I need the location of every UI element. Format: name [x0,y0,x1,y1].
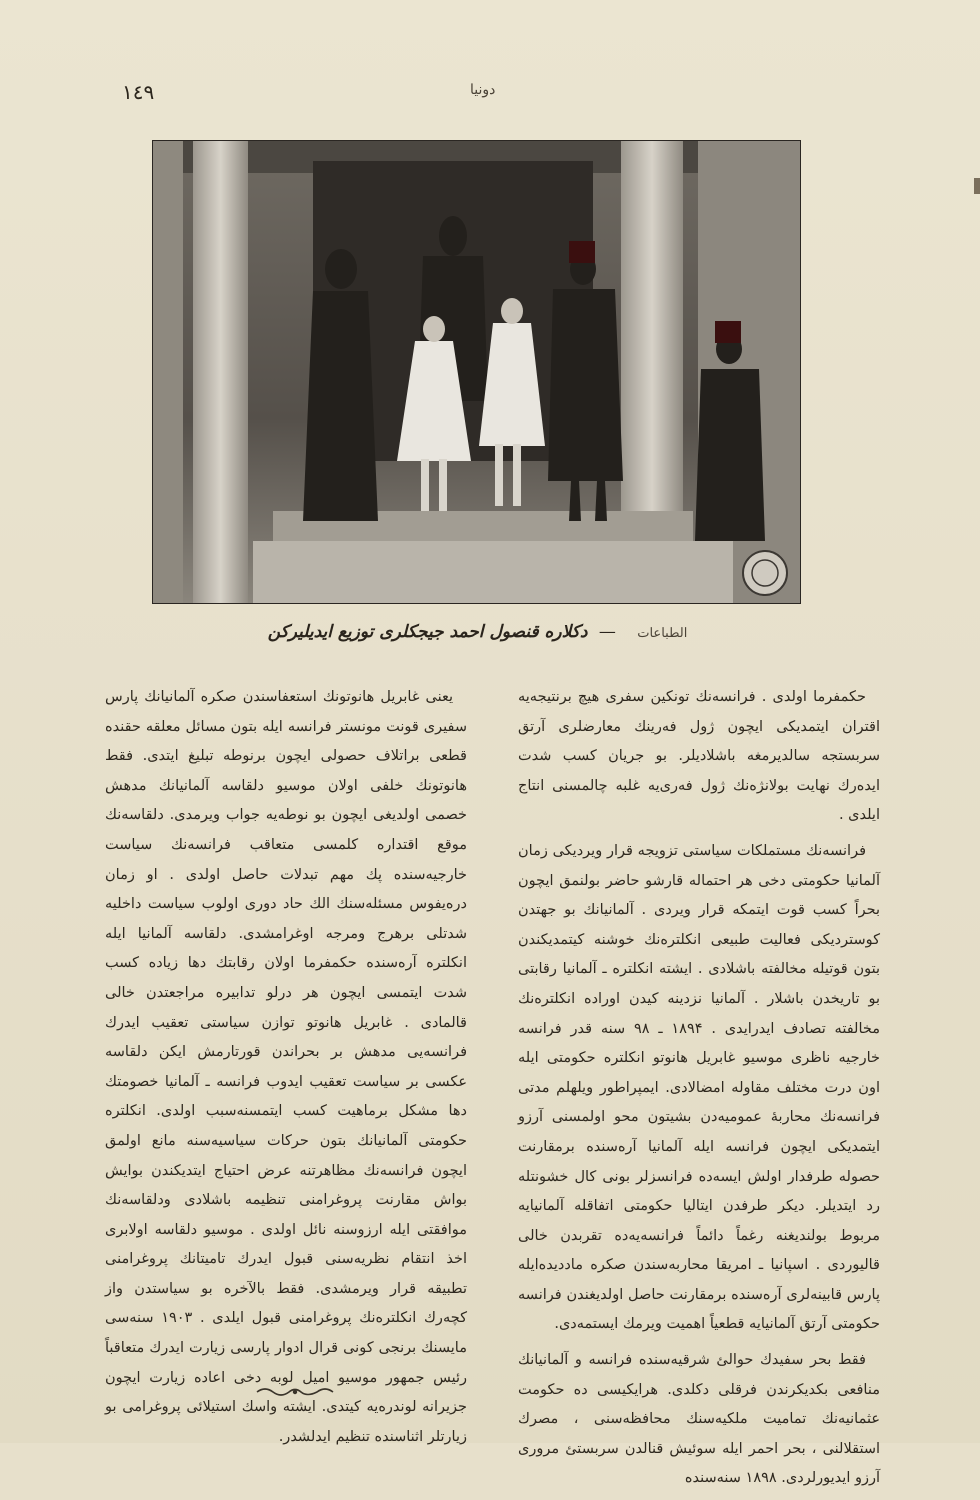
right-column-text [518,683,880,1500]
figure-caption [150,622,805,652]
left-column-text [105,683,467,1458]
paragraph: فقط بحر سفیدك حوالئ شرقیه‌سنده فرانسه و آلمانیانك منافعی بکدیکرندن فرقلی دکلدی. هرایکیسی ده حکومت عثمانیه‌نك تمامیت ملکیه‌سنك محافظه‌سنی ، مصرك استقلالنی ، بحر احمر ایله سوئیش قنالدن سربستئ مروری آرزو ایدیورلردی. ۱۸۹۸ سنه‌سنده [518,1352,880,1487]
article-body [105,683,880,1487]
paragraph: حکمفرما اولدی . فرانسه‌نك تونکین سفری هیچ برنتیجه‌یه اقتران ایتمدیکی ایچون ژول فه‌رینك معارضلری آرتق سربستجه سالدیرمغه باشلادیلر. بو جریان کسب شدت ایده‌رك نهایت بولانژه‌نك ژول فه‌ری‌یه غلبه چالمسنی انتاج ایلدی . [518,689,880,824]
photograph-illustration [153,141,800,603]
page-number: ١٤٩ [122,80,155,104]
page-edge-mark [974,178,980,194]
group-photograph [152,140,801,604]
running-head: دونیا [470,82,496,98]
caption-text: دکلاره قنصول احمد جیجکلری توزیع ایدیلیرکن [267,622,588,642]
end-ornament [255,1385,335,1399]
studio-stamp [743,551,787,595]
caption-dash: — [598,622,616,642]
paragraph: یعنی غابریل هانوتونك استعفاسندن صکره آلمانیانك پارس سفیری قونت مونستر فرانسه ایله بتون مسائل معلقه حقنده قطعی براتلاف حصولی ایچون برنوطه تبلیغ ایتدی. فقط هانوتونك خلفی اولان موسیو دلقاسه آلمانیانك مدهش خصمی اولدیغی ایچون بو نوطه‌یه جواب ویرمدی. دلقاسه‌نك موقع اقتداره کلمسی متعاقب فرانسه‌نك سیاست خارجیه‌سنده پك مهم تبدلات حاصل اولدی . او زمان دره‌یفوس مسئله‌سنك الك حاد دوری اولوب سیاست داخلیه شدتلی برهرج ومرجه اوغرامشدی. دلقاسه آلمانیا ایله انکلتره آره‌سنده حکمفرما اولان رقابتك دها زیاده کسب شدت ایتمسی ایچون هر درلو تدابیره مراجعتدن خالی قالمادی . غابریل هانوتو توازن سیاستی تعقیب ایدرك فرانسه‌یی مدهش بر بحراندن قورتارمش ایکن دلقاسه عکسی بر سیاست تعقیب ایدوب فرانسه ـ آلمانیا خصومتك دها مشکل برماهیت کسب ایتمسنه‌سبب اولدی. انکلتره حکومتی آلمانیانك بتون حرکات سیاسیه‌سنه مانع اولمق ایچون فرانسه‌نك مظاهرتنه عرض احتیاج ایتدیکندن بوایش بواش مقارنت پروغرامنی تنظیمه باشلادی ودلقاسه‌نك موافقتی ایله ارزوسنه نائل اولدی . موسیو دلقاسه اولابری اخذ انتقام نظریه‌سنی قبول ایدرك تامیتانك پروغرامنی تطبیقه قرار ویرمشدی. فقط بالآخره بو سیاستدن واز کچه‌رك انکلتره‌نك پروغرامنی قبول ایلدی . ۱۹۰۳ سنه‌سی مایسنك برنجی کونی قرال ادوار پارسی زیارت ایدرك متعاقباً رئیس جمهور موسیو امیل لوبه دخی اعاده زیارت ایچون جزیرانه لوندره‌یه کیتدی. ایشته واسك استیلائی پروغرامی بو زیارتلر اثناسنده تنظیم ایدلشدر. [105,689,467,1445]
left-column [193,141,248,603]
page-header [0,80,980,110]
paragraph: فرانسه‌نك مستملکات سیاستی تزویجه قرار ویردیکی زمان آلمانیا حکومتی دخی هر احتماله قارشو حاضر بولنمق ایچون بحراً کسب قوت ایتمکه قرار ویردی . آلمانیانك بو جهتدن کوستردیکی فعالیت طبیعی انکلتره‌نك خوشنه کیتمدیکندن بتون قوتیله مخالفته باشلادی . ایشته انکلتره ـ آلمانیا رقابتی بو تاریخدن باشلار . آلمانیا نزدینه کیدن اوراده انکلتره‌نك مخالفته تصادف ایدرایدی . ۱۸۹۴ ـ ۹۸ سنه قدر فرانسه خارجیه ناظری موسیو غابریل هانوتو انکلتره حکومتی ایله اون درت مختلف مقاوله امضالادی. ایمپراطور ویلهلم مدتی فرانسه‌نك محاربهٔ عمومیه‌دن بشیتون محو اولمسنی آرزو ایتمدیکی ایچون فرانسه ایله آلمانیا آره‌سنده برمقارنت حصوله طرفدار اولش ایسه‌ده فرانسزلر بونی کال خشونتله رد ایتدیلر. دیکر طرفدن ایتالیا حکومتی اتفاقله آلمانیایه مربوط بولندیغنه رغماً دائماً فرانسه‌یه‌ده تقربدن خالی قالیوردی . اسپانیا ـ امریقا محاربه‌سندن صکره ماددیده‌ایله پارس قابینه‌لری آره‌سنده برمقارنت حاصل اولدیغندن فرانسه حکومتی آرتق آلمانیا‌یه قطعیاً اهمیت ویرمك ایستمه‌دی. [518,842,880,1333]
caption-source: الطباعات [637,626,688,641]
